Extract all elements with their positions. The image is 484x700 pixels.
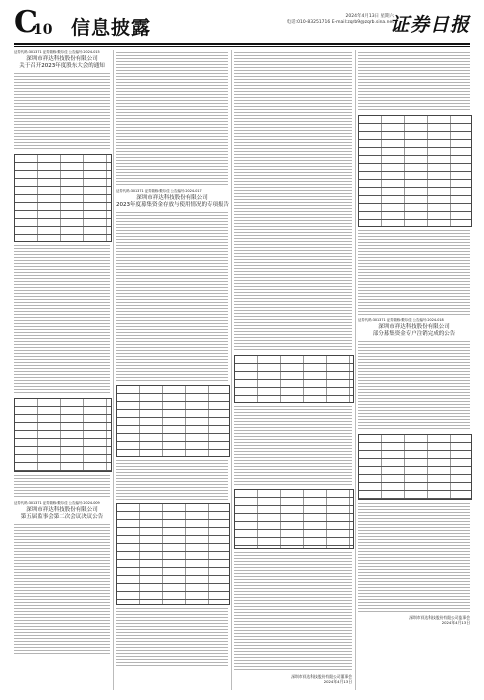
company-name: 深圳市祥达科技股份有限公司 (26, 507, 98, 513)
masthead (14, 5, 470, 42)
page-number: 10 (33, 22, 53, 38)
signature (358, 615, 470, 625)
newspaper-logo: 证券日报 (389, 14, 470, 36)
contact-line: 电话:010-83251716 E-mail:zqrb9@zqrb.sina.net (286, 20, 394, 25)
date-line: 2024年4月13日 星期六 (345, 14, 394, 19)
section-title: 信息披露 (71, 17, 152, 39)
signature (234, 674, 352, 684)
body-text (234, 406, 352, 486)
data-table (234, 355, 354, 403)
body-text (358, 503, 470, 613)
article-title: 部分募集资金专户注销完成的公告 (372, 331, 456, 337)
body-text (116, 608, 228, 668)
stock-line: 证券代码:301371 证券简称:敷尔佳 公告编号:2024-018 (358, 318, 444, 322)
column-1 (14, 50, 110, 656)
signature-date: 2024年4月13日 (441, 620, 470, 625)
data-table (14, 398, 112, 472)
stock-line: 证券代码:301371 证券简称:敷尔佳 公告编号:2024-017 (116, 189, 202, 193)
body-text (234, 52, 352, 352)
body-text (234, 552, 352, 672)
data-table (234, 489, 354, 549)
article-title: 第五届监事会第二次会议决议公告 (20, 514, 104, 520)
column-divider (113, 50, 114, 690)
column-divider (355, 50, 356, 690)
column-4 (358, 50, 470, 625)
body-text (14, 475, 110, 499)
company-name: 深圳市祥达科技股份有限公司 (26, 56, 98, 62)
body-text (358, 341, 470, 431)
body-text (14, 73, 110, 151)
column-divider (231, 50, 232, 690)
masthead-rule-thin (14, 46, 470, 47)
body-text (116, 460, 228, 500)
body-text (14, 524, 110, 654)
body-text (116, 52, 228, 187)
article-headline (358, 324, 470, 338)
body-text (14, 245, 110, 395)
stock-line: 证券代码:301371 证券简称:敷尔佳 公告编号:2024-015 (14, 50, 100, 54)
body-text (358, 230, 470, 316)
page-letter: C (14, 5, 38, 40)
data-table (14, 154, 112, 242)
column-3 (234, 50, 352, 684)
article-title: 关于召开2023年度股东大会的通知 (19, 63, 105, 69)
signature-board: 深圳市祥达科技股份有限公司董事会 (291, 674, 352, 679)
article-title: 2023年度募集资金存放与使用情况的专项报告 (116, 202, 229, 208)
masthead-meta (244, 14, 394, 26)
article-headline (116, 195, 228, 209)
data-table (358, 115, 472, 227)
data-table (116, 503, 230, 605)
body-text (358, 52, 470, 112)
data-table (358, 434, 472, 500)
article-headline (14, 507, 110, 521)
company-name: 深圳市祥达科技股份有限公司 (136, 195, 208, 201)
body-text (116, 212, 228, 382)
signature-date: 2024年4月13日 (323, 679, 352, 684)
masthead-rule (14, 43, 470, 45)
article-headline (14, 56, 110, 70)
signature-supervisory: 深圳市祥达科技股份有限公司监事会 (409, 615, 470, 620)
stock-line: 证券代码:301371 证券简称:敷尔佳 公告编号:2024-009 (14, 501, 100, 505)
column-2 (116, 50, 228, 670)
data-table (116, 385, 230, 457)
company-name: 深圳市祥达科技股份有限公司 (378, 324, 450, 330)
